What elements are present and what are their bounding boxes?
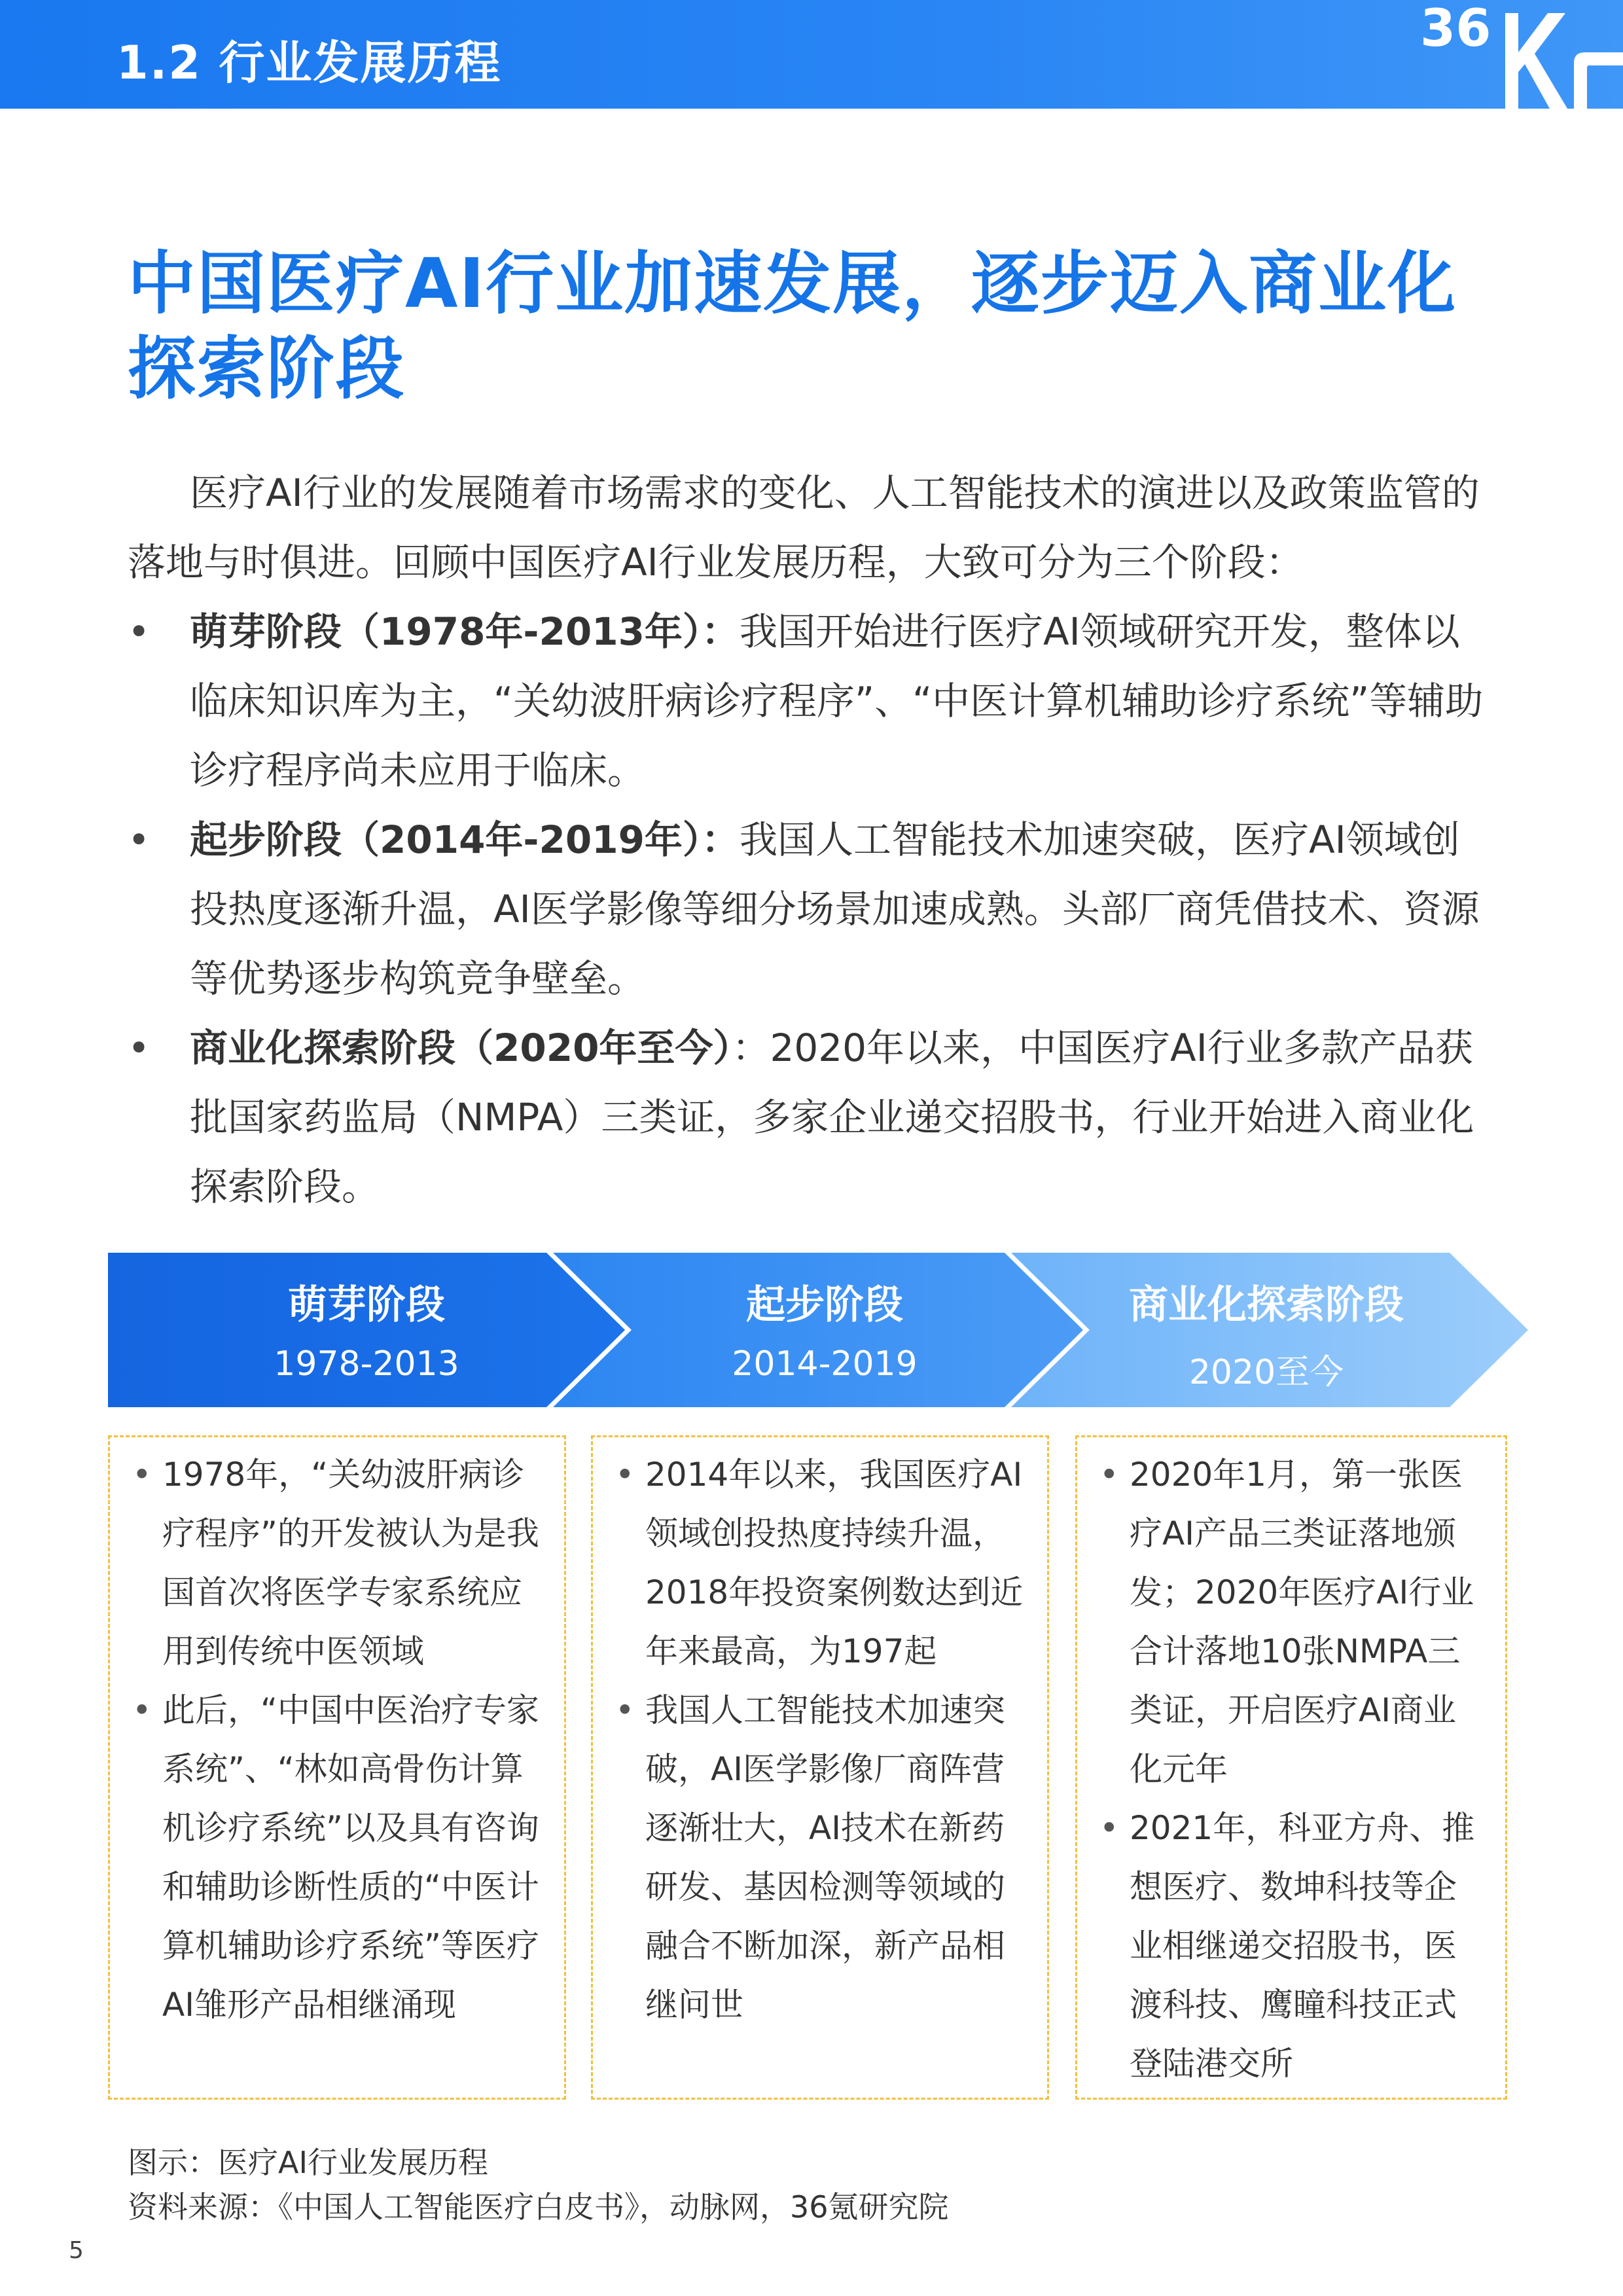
item-text: 我国人工智能技术加速突破，AI医学影像厂商阵营逐渐壮大，AI技术在新药研发、基因检测等领域的融合不断加深，新产品相继问世 (645, 1691, 1005, 2024)
list-item (110, 1445, 564, 1681)
svg-text:36: 36 (1420, 0, 1491, 58)
stage-text: 我国开始进行医疗AI领域研究开发，整体以临床知识库为主，“关幼波肝病诊疗程序”、“中医计算机辅助诊疗系统”等辅助诊疗程序尚未应用于临床。 (190, 609, 1484, 793)
item-text: 2014年以来，我国医疗AI领域创投热度持续升温，2018年投资案例数达到近年来最高，为197起 (645, 1456, 1024, 1670)
figure-caption (128, 2140, 949, 2229)
bullet-dot: • (128, 1026, 151, 1070)
figure-label: 图示：医疗AI行业发展历程 (128, 2145, 489, 2180)
item-text: 2021年，科亚方舟、推想医疗、数坤科技等企业相继递交招股书，医渡科技、鹰瞳科技正式登陆港交所 (1130, 1809, 1475, 2083)
item-text: 2020年1月，第一张医疗AI产品三类证落地颁发；2020年医疗AI行业合计落地10张NMPA三类证，开启医疗AI商业化元年 (1130, 1456, 1474, 1788)
page-heading: 中国医疗AI行业加速发展，逐步迈入商业化探索阶段 (128, 243, 1457, 408)
stage-title: 萌芽阶段 (288, 1282, 445, 1328)
stage-label: 商业化探索阶段（2020年至今） (190, 1026, 732, 1070)
stage-label: 萌芽阶段（1978年-2013年）： (190, 609, 740, 654)
stage-years: 1978-2013 (274, 1344, 459, 1384)
stage-bullet (128, 1013, 1495, 1221)
list-item (593, 1445, 1047, 1681)
stage-title: 起步阶段 (746, 1282, 903, 1328)
bullet-dot: • (128, 609, 151, 654)
bullet-dot: • (615, 1691, 635, 1729)
page-number: 5 (69, 2237, 84, 2264)
stage-1-details (108, 1435, 566, 2100)
body-text (128, 458, 1495, 1221)
timeline-stage-1 (108, 1253, 625, 1407)
list-item (593, 1681, 1047, 2034)
section-title: 1.2 行业发展历程 (116, 36, 502, 90)
bullet-dot: • (128, 817, 151, 862)
stage-years: 2020至今 (1188, 1353, 1344, 1392)
bullet-dot: • (1099, 1456, 1119, 1494)
stage-3-details (1075, 1435, 1507, 2100)
item-text: 1978年，“关幼波肝病诊疗程序”的开发被认为是我国首次将医学专家系统应用到传统中医领域 (162, 1456, 539, 1670)
36kr-logo (1414, 0, 1623, 109)
stage-text: 我国人工智能技术加速突破，医疗AI领域创投热度逐渐升温，AI医学影像等细分场景加速成熟。头部厂商凭借技术、资源等优势逐步构筑竞争壁垒。 (190, 817, 1480, 1001)
intro-paragraph: 医疗AI行业的发展随着市场需求的变化、人工智能技术的演进以及政策监管的落地与时俱进。回顾中国医疗AI行业发展历程，大致可分为三个阶段： (128, 471, 1480, 584)
bullet-dot: • (1099, 1809, 1119, 1847)
stage-years: 2014-2019 (732, 1344, 918, 1384)
stage-label: 起步阶段（2014年-2019年）： (190, 817, 740, 862)
stage-2-details (591, 1435, 1049, 2100)
stage-title: 商业化探索阶段 (1129, 1282, 1404, 1328)
list-item (110, 1681, 564, 2034)
stage-bullet (128, 597, 1495, 805)
source-label: 资料来源：《中国人工智能医疗白皮书》，动脉网，36氪研究院 (128, 2189, 949, 2225)
timeline-stage-3 (1047, 1253, 1486, 1407)
bullet-dot: • (132, 1456, 152, 1494)
stage-text: ：2020年以来，中国医疗AI行业多款产品获批国家药监局（NMPA）三类证，多家企业递交招股书，行业开始进入商业化探索阶段。 (190, 1026, 1474, 1209)
list-item (1077, 1445, 1505, 1799)
stage-bullet (128, 805, 1495, 1013)
bullet-dot: • (615, 1456, 635, 1494)
timeline-stage-2 (625, 1253, 1024, 1407)
item-text: 此后，“中国中医治疗专家系统”、“林如高骨伤计算机诊疗系统”以及具有咨询和辅助诊断性质的“中医计算机辅助诊疗系统”等医疗AI雏形产品相继涌现 (162, 1691, 539, 2024)
bullet-dot: • (132, 1691, 152, 1729)
list-item (1077, 1799, 1505, 2093)
